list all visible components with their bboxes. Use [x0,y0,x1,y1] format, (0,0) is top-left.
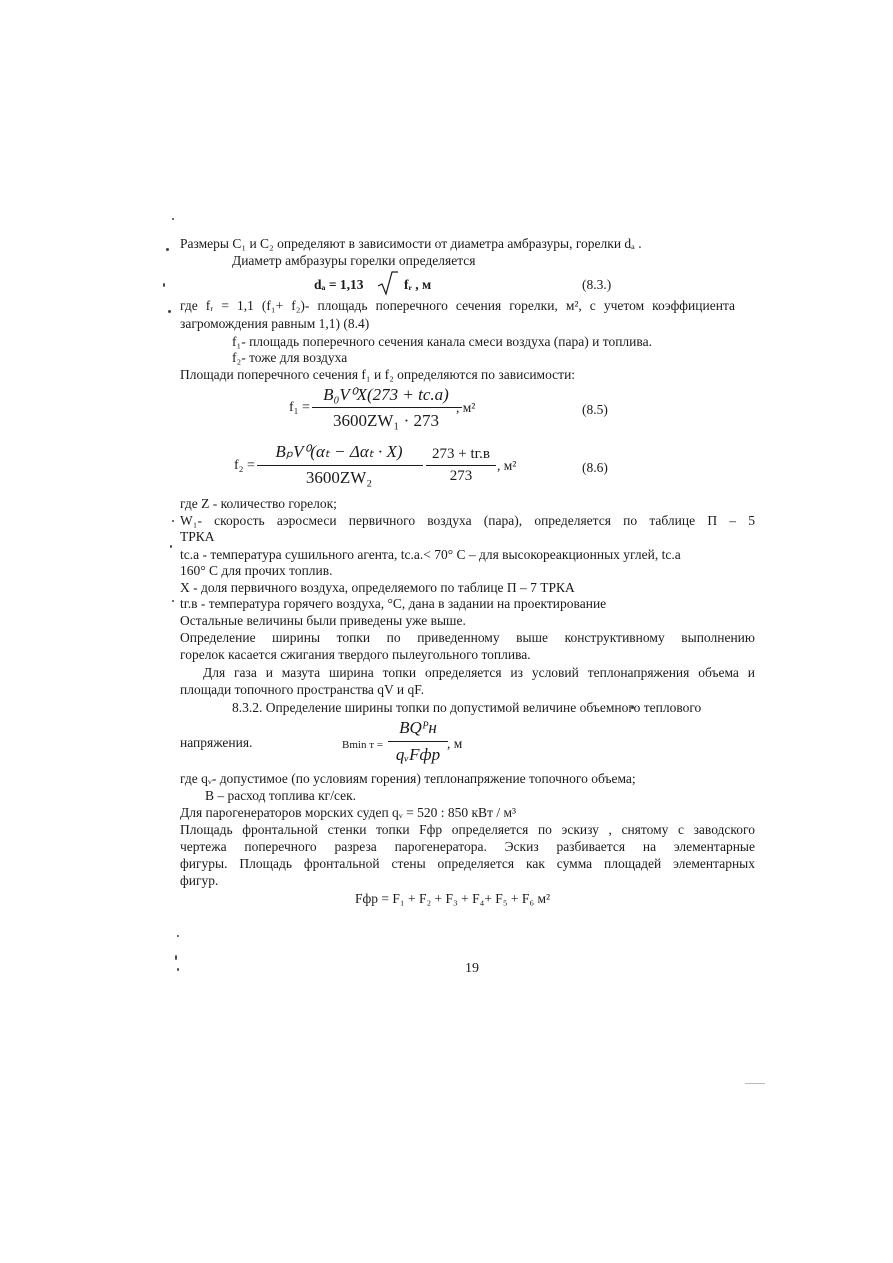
scan-speck [177,968,179,971]
equation-8-3-right: fᵣ , м [404,277,432,292]
text-line: Диаметр амбразуры горелки определяется [232,253,476,268]
equation-ffr-sum: Fфр = F₁ + F₂ + F₃ + F₄+ F₅ + F₆ м² [355,891,551,906]
fraction-bar [426,465,496,466]
equation-number: (8.6) [582,460,608,475]
equation-bmin-lhs: Bmin т = [342,739,383,751]
text-line: Площади поперечного сечения f₁ и f₂ определяются по зависимости: [180,367,576,382]
fraction-bar [257,465,423,466]
scan-speck [163,283,165,287]
text-line: f₂- тоже для воздуха [232,350,348,365]
text-line: загромождения равным 1,1) (8.4) [180,316,370,331]
scan-speck [172,520,174,522]
text-line: ТРКА [180,529,215,544]
text-line: где Z - количество горелок; [180,496,337,511]
text-line: Х - доля первичного воздуха, определяемого по таблице П – 7 ТРКА [180,580,575,595]
text-line: В – расход топлива кг/сек. [205,788,357,803]
equation-8-6-numerator-2: 273 + tг.в [432,446,490,462]
text-line: горелок касается сжигания твердого пылеугольного топлива. [180,647,531,662]
text-line: где fᵣ = 1,1 (f₁+ f₂)- площадь поперечного сечения горелки, м², с учетом коэффициента [180,298,735,313]
text-line: где qᵥ- допустимое (по условиям горения) теплонапряжение топочного объема; [180,771,636,786]
text-line: 8.3.2. Определение ширины топки по допустимой величине объемного теплового [232,700,702,715]
text-line: Остальные величины были приведены уже выше. [180,613,466,628]
text-line: фигуры. Площадь фронтальной стены определяется как сумма площадей элементарных [180,856,755,871]
equation-number: (8.3.) [582,277,612,292]
equation-bmin-numerator: BQᴾн [399,718,437,737]
text-line: f₁- площадь поперечного сечения канала смеси воздуха (пара) и топлива. [232,334,652,349]
sqrt-sign-icon [377,270,399,296]
text-line: Размеры C₁ и C₂ определяют в зависимости от диаметра амбразуры, горелки dₐ . [180,236,642,251]
text-line: W₁- скорость аэросмеси первичного воздуха (пара), определяется по таблице П – 5 [180,513,755,528]
equation-8-5-unit: , м² [456,400,476,415]
fraction-bar [312,407,462,408]
text-line: Для газа и мазута ширина топки определяется из условий теплонапряжения объема и [203,665,755,680]
text-line: tг.в - температура горячего воздуха, °С, дана в задании на проектирование [180,596,607,611]
equation-8-6-numerator: BₚV⁰(αₜ − Δαₜ · X) [275,442,403,461]
text-line: Для парогенераторов морских судеп qᵥ = 520 : 850 кВт / м³ [180,805,517,820]
scan-speck [175,955,177,960]
page-number: 19 [465,961,479,976]
text-line: Определение ширины топки по приведенному выше конструктивному выполнению [180,630,755,645]
equation-8-6-denominator: 3600ZW₂ [305,468,373,487]
text-line: 160° С для прочих топлив. [180,563,333,578]
text-line: напряжения. [180,735,253,750]
equation-bmin-denominator: qᵥFфр [395,745,441,764]
scan-speck [168,310,171,313]
equation-8-6-unit: , м² [497,458,517,473]
text-line: фигур. [180,873,219,888]
text-line: Площадь фронтальной стенки топки Fфр определяется по эскизу , снятому с заводского [180,822,755,837]
scan-speck [172,600,174,602]
equation-8-5-lhs: f₁ = [289,400,310,415]
scan-mark [745,1083,765,1084]
equation-8-3-left: dₐ = 1,13 [314,277,364,292]
equation-8-6-denominator-2: 273 [449,468,473,484]
fraction-bar [388,741,448,742]
equation-number: (8.5) [582,402,608,417]
text-line: площади топочного пространства qV и qF. [180,682,425,697]
equation-8-6-lhs: f₂ = [234,458,255,473]
scan-speck [172,218,174,220]
equation-bmin-unit: , м [447,736,463,751]
text-line: tс.а - температура сушильного агента, tс.а.< 70° С – для высокореакционных углей, tс.а [180,547,681,562]
equation-8-5-numerator: B₀V⁰X(273 + tс.а) [323,385,449,404]
scan-speck [166,248,169,251]
scan-speck [177,935,179,937]
text-line: чертежа поперечного разреза парогенератора. Эскиз разбивается на элементарные [180,839,755,854]
equation-8-5-denominator: 3600ZW₁ · 273 [332,411,440,430]
scan-speck [170,545,172,548]
